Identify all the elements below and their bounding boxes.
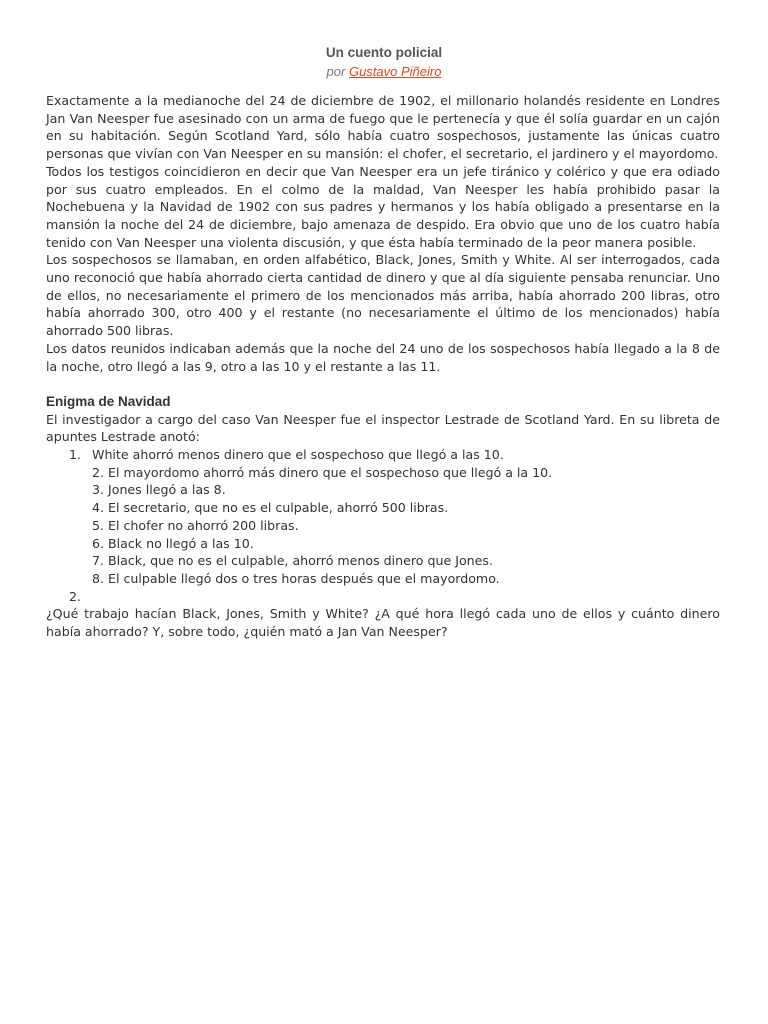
- paragraph: Exactamente a la medianoche del 24 de diciembre de 1902, el millonario holandés residente en Londres Jan Van Neesper fue asesinado con un arma de fuego que le pertenecía y que él solía guardar en un cajón en su habitación. Según Scotland Yard, sólo había cuatro sospechosos, justamente las únicas cuatro personas que vivían con Van Neesper en su mansión: el chofer, el secretario, el jardinero y el mayordomo.: [46, 93, 720, 162]
- byline-prefix: por: [326, 64, 346, 79]
- clue-item: 5. El chofer no ahorró 200 libras.: [92, 517, 299, 533]
- clue-item: 2. El mayordomo ahorró más dinero que el sospechoso que llegó a la 10.: [92, 464, 553, 480]
- clue-item: 3. Jones llegó a las 8.: [92, 482, 226, 498]
- document-header: [0, 44, 768, 81]
- paragraph: Los sospechosos se llamaban, en orden alfabético, Black, Jones, Smith y White. Al ser interrogados, cada uno reconoció que había ahorrado cierta cantidad de dinero y que al día siguiente pensaba renunciar. Uno de ellos, no necesariamente el primero de los mencionados más arriba, había ahorrado 200 libras, otro había ahorrado 300, otro 400 y el restante (no necesariamente el último de los mencionados) había ahorrado 500 libras.: [46, 252, 720, 339]
- clue-item: 8. El culpable llegó dos o tres horas después que el mayordomo.: [92, 570, 500, 586]
- byline: [0, 63, 768, 81]
- clue-list: [46, 446, 720, 605]
- closing-question: ¿Qué trabajo hacían Black, Jones, Smith y White? ¿A qué hora llegó cada uno de ellos y cuánto dinero había ahorrado? Y, sobre todo, ¿quién mató a Jan Van Neesper?: [46, 606, 720, 640]
- section-heading: Enigma de Navidad: [46, 393, 171, 409]
- clue-text: White ahorró menos dinero que el sospechoso que llegó a las 10.: [92, 447, 504, 463]
- clue-item: 7. Black, que no es el culpable, ahorró menos dinero que Jones.: [92, 553, 493, 569]
- clue-item: 6. Black no llegó a las 10.: [92, 535, 254, 551]
- list-item: [46, 446, 720, 588]
- clue-item: 4. El secretario, que no es el culpable, ahorró 500 libras.: [92, 500, 449, 516]
- author-link[interactable]: Gustavo Piñeiro: [348, 64, 442, 79]
- paragraph: Todos los testigos coincidieron en decir que Van Neesper era un jefe tiránico y colérico y que era odiado por sus cuatro empleados. En el colmo de la maldad, Van Neesper les había prohibido pasar la Nochebuena y la Navidad de 1902 con sus padres y hermanos y los había obligado a presentarse en la mansión la noche del 24 de diciembre, bajo amenaza de despido. Era obvio que uno de los cuatro había tenido con Van Neesper una violenta discusión, y que ésta había terminado de la peor manera posible.: [46, 163, 720, 250]
- list-number: 2.: [69, 588, 82, 604]
- list-item: [46, 588, 720, 606]
- nested-clue-list: [92, 464, 720, 588]
- section-intro: El investigador a cargo del caso Van Neesper fue el inspector Lestrade de Scotland Yard. En su libreta de apuntes Lestrade anotó:: [46, 411, 720, 445]
- list-number: 1.: [69, 447, 82, 463]
- page-title: Un cuento policial: [325, 45, 443, 60]
- story-body: [46, 92, 720, 641]
- paragraph: Los datos reunidos indicaban además que la noche del 24 uno de los sospechosos había llegado a la 8 de la noche, otro llegó a las 9, otro a las 10 y el restante a las 11.: [46, 340, 720, 374]
